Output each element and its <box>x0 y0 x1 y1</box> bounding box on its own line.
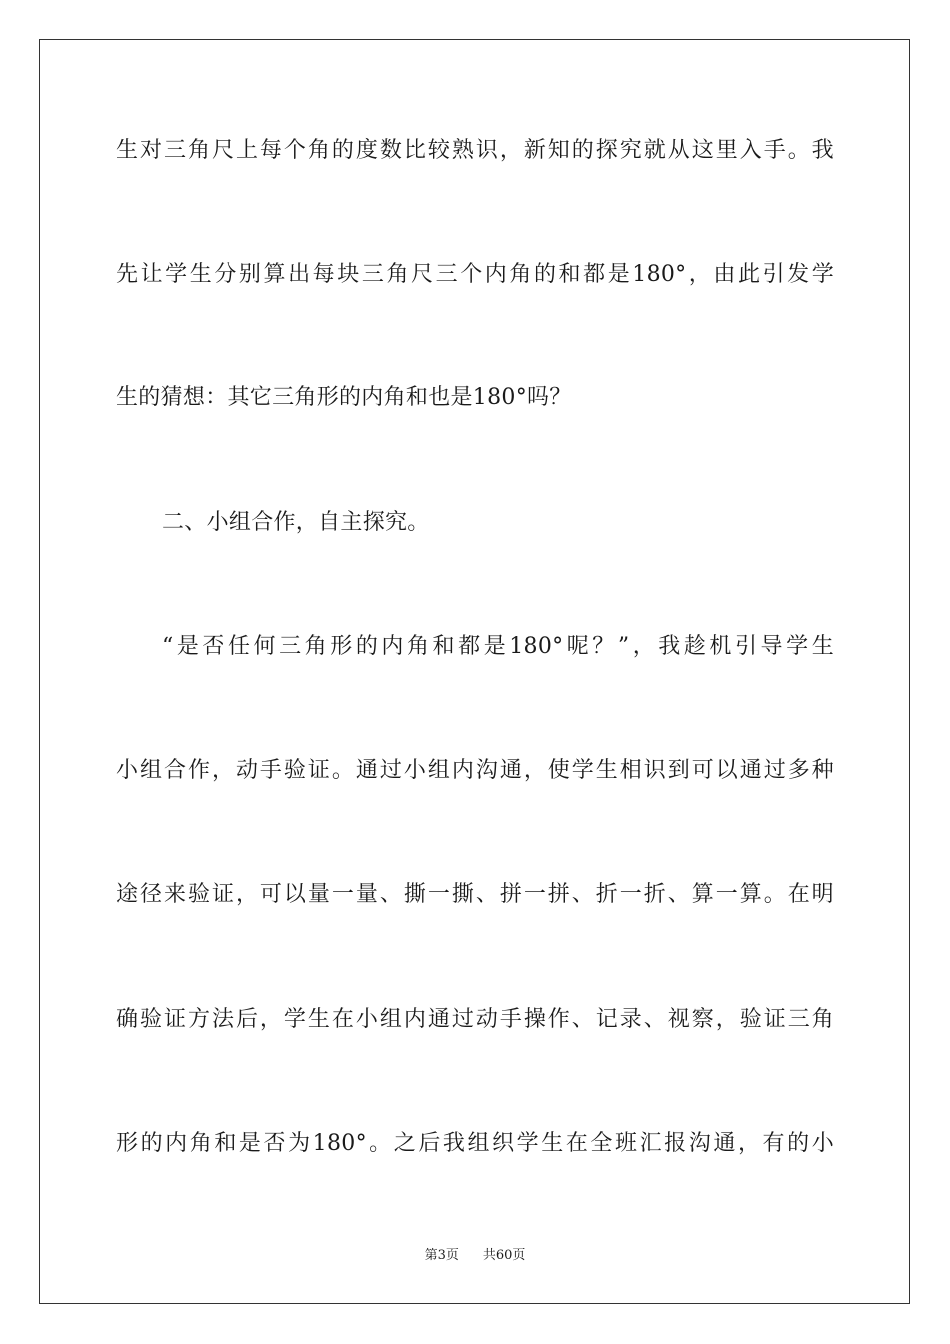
page-footer <box>0 1247 950 1265</box>
page-total: 共60页 <box>482 1248 526 1263</box>
body-line-8: 确验证方法后，学生在小组内通过动手操作、记录、视察，验证三角 <box>116 1007 834 1032</box>
page-number: 第3页 <box>424 1248 459 1263</box>
body-line-5: “是否任何三角形的内角和都是180°呢？”，我趁机引导学生 <box>162 634 834 659</box>
body-line-1: 生对三角尺上每个角的度数比较熟识，新知的探究就从这里入手。我 <box>116 138 834 163</box>
section-heading: 二、小组合作，自主探究。 <box>162 510 430 535</box>
body-line-7: 途径来验证，可以量一量、撕一撕、拼一拼、折一折、算一算。在明 <box>116 882 834 907</box>
body-line-2: 先让学生分别算出每块三角尺三个内角的和都是180°，由此引发学 <box>116 262 834 287</box>
body-line-9: 形的内角和是否为180°。之后我组织学生在全班汇报沟通，有的小 <box>116 1131 834 1156</box>
body-line-3: 生的猜想：其它三角形的内角和也是180°吗？ <box>116 385 572 410</box>
body-line-6: 小组合作，动手验证。通过小组内沟通，使学生相识到可以通过多种 <box>116 758 834 783</box>
page-border <box>39 39 910 1304</box>
